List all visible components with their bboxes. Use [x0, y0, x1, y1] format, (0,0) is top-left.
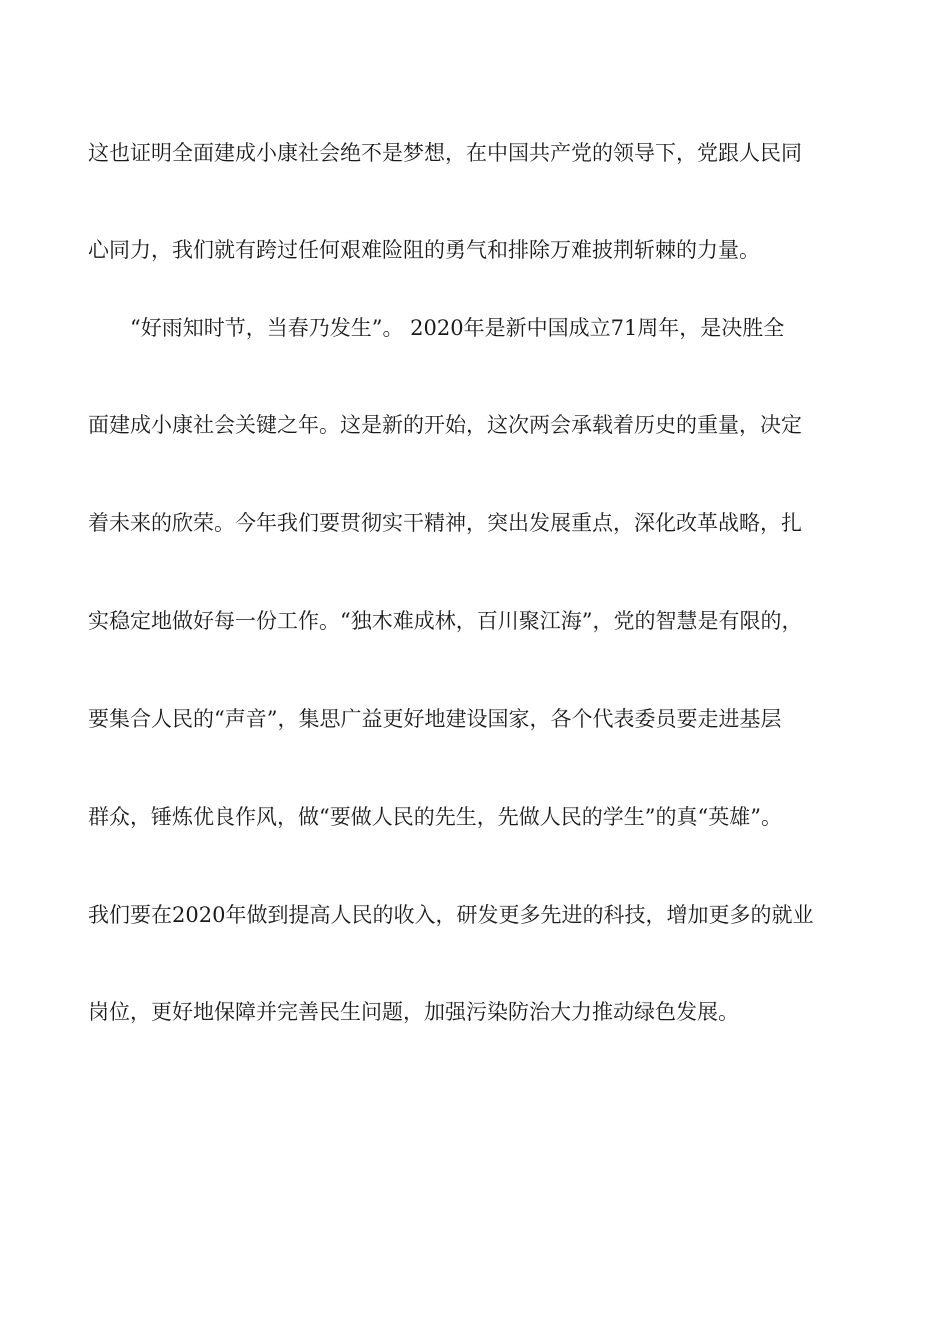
text-line-8: 群众，锤炼优良作风，做“要做人民的先生，先做人民的学生”的真“英雄”。: [88, 805, 782, 829]
text-line-10: 岗位，更好地保障并完善民生问题，加强污染防治大力推动绿色发展。: [88, 1000, 739, 1024]
text-line-6: 实稳定地做好每一份工作。“独木难成林，百川聚江海”，党的智慧是有限的，: [88, 609, 803, 633]
paragraph-start-line: “好雨知时节，当春乃发生”。 2020年是新中国成立71周年，是决胜全: [130, 316, 785, 340]
text-line-7: 要集合人民的“声音”，集思广益更好地建设国家，各个代表委员要走进基层: [88, 707, 782, 731]
text-line-4: 面建成小康社会关键之年。这是新的开始，这次两会承载着历史的重量，决定: [88, 413, 802, 437]
text-line-5: 着未来的欣荣。今年我们要贯彻实干精神，突出发展重点，深化改革战略，扎: [88, 511, 802, 535]
text-line-9: 我们要在2020年做到提高人民的收入，研发更多先进的科技，增加更多的就业: [88, 903, 814, 927]
text-line-1: 这也证明全面建成小康社会绝不是梦想，在中国共产党的领导下，党跟人民同: [88, 141, 802, 165]
text-line-2: 心同力，我们就有跨过任何艰难险阻的勇气和排除万难披荆斩棘的力量。: [88, 238, 760, 262]
